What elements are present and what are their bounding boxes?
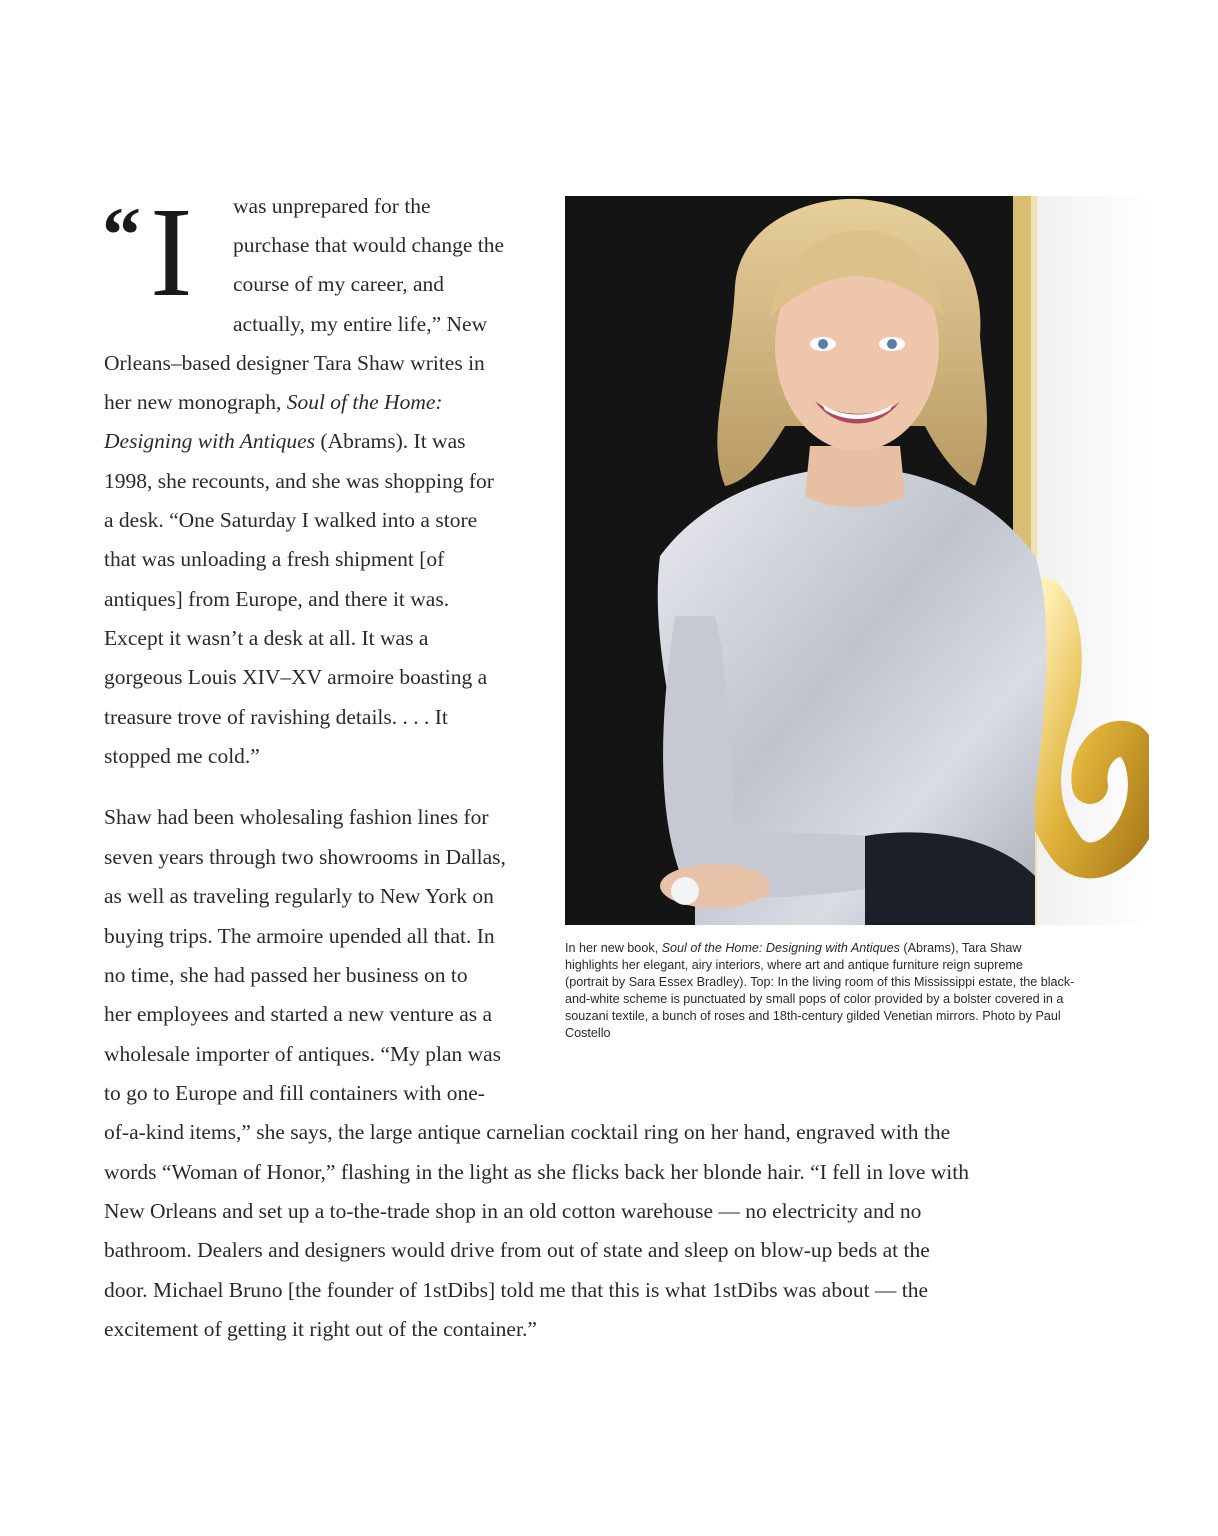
drop-cap-quote-mark: “ [102, 191, 141, 278]
book-title-italic: Soul of the Home: [286, 390, 443, 414]
caption-line: (portrait by Sara Essex Bradley). Top: In the living room of this Mississippi estate, the black- [565, 975, 1075, 989]
caption-book-title-italic: Soul of the Home: Designing with Antiques [661, 941, 900, 955]
caption-line: souzani textile, a bunch of roses and 18th-century gilded Venetian mirrors. Photo by Paul [565, 1009, 1061, 1023]
body-text-line: treasure trove of ravishing details. . . . It [104, 705, 448, 729]
body-text-line: Orleans–based designer Tara Shaw writes in [104, 351, 485, 375]
drop-cap-letter: I [150, 181, 193, 323]
body-text-line: bathroom. Dealers and designers would drive from out of state and sleep on blow-up beds at the [104, 1238, 930, 1262]
body-text-line: seven years through two showrooms in Dallas, [104, 845, 506, 869]
body-text-line: buying trips. The armoire upended all that. In [104, 924, 495, 948]
body-text-line: door. Michael Bruno [the founder of 1stDibs] told me that this is what 1stDibs was about — the [104, 1278, 929, 1302]
body-text-line: course of my career, and [233, 272, 445, 296]
body-text-line: gorgeous Louis XIV–XV armoire boasting a [104, 665, 488, 689]
body-text-line: that was unloading a fresh shipment [of [104, 547, 445, 571]
photo-caption [565, 940, 1155, 1042]
caption-line: and-white scheme is punctuated by small pops of color provided by a bolster covered in a [565, 992, 1064, 1006]
body-text-line: Except it wasn’t a desk at all. It was a [104, 626, 429, 650]
body-text-line: purchase that would change the [233, 233, 505, 257]
body-text-line [104, 429, 466, 453]
body-text-line: stopped me cold.” [104, 744, 260, 768]
body-text-line: to go to Europe and fill containers with one- [104, 1081, 485, 1105]
portrait-photo [565, 196, 1149, 925]
book-title-italic: Designing with Antiques [104, 429, 316, 453]
body-text-line: a desk. “One Saturday I walked into a store [104, 508, 478, 532]
body-text-line: actually, my entire life,” New [233, 312, 488, 336]
body-text-line: antiques] from Europe, and there it was. [104, 587, 450, 611]
caption-line: highlights her elegant, airy interiors, where art and antique furniture reign supreme [565, 958, 1023, 972]
body-text-line: words “Woman of Honor,” flashing in the light as she flicks back her blonde hair. “I fell in love with [104, 1160, 969, 1184]
body-text-line: no time, she had passed her business on to [104, 963, 468, 987]
body-text-line: New Orleans and set up a to-the-trade shop in an old cotton warehouse — no electricity and no [104, 1199, 922, 1223]
drop-cap [102, 181, 232, 323]
body-text-line: excitement of getting it right out of the container.” [104, 1317, 537, 1341]
caption-line [565, 940, 1155, 957]
body-text-line: of-a-kind items,” she says, the large antique carnelian cocktail ring on her hand, engraved with the [104, 1120, 951, 1144]
caption-text-segment: In her new book, [565, 941, 662, 955]
body-text-line: 1998, she recounts, and she was shopping for [104, 469, 494, 493]
body-text-line: Shaw had been wholesaling fashion lines for [104, 805, 489, 829]
body-text-line: wholesale importer of antiques. “My plan was [104, 1042, 502, 1066]
body-text-line: as well as traveling regularly to New York on [104, 884, 494, 908]
body-text-line [104, 390, 443, 414]
body-text-line: was unprepared for the [233, 194, 431, 218]
caption-line: Costello [565, 1026, 611, 1040]
body-text-line: her employees and started a new venture as a [104, 1002, 493, 1026]
portrait-illustration [565, 196, 1149, 925]
body-text-segment: (Abrams). It was [320, 429, 466, 453]
caption-text-segment: (Abrams), Tara Shaw [899, 941, 1022, 955]
body-text-segment: her new monograph, [104, 390, 282, 414]
